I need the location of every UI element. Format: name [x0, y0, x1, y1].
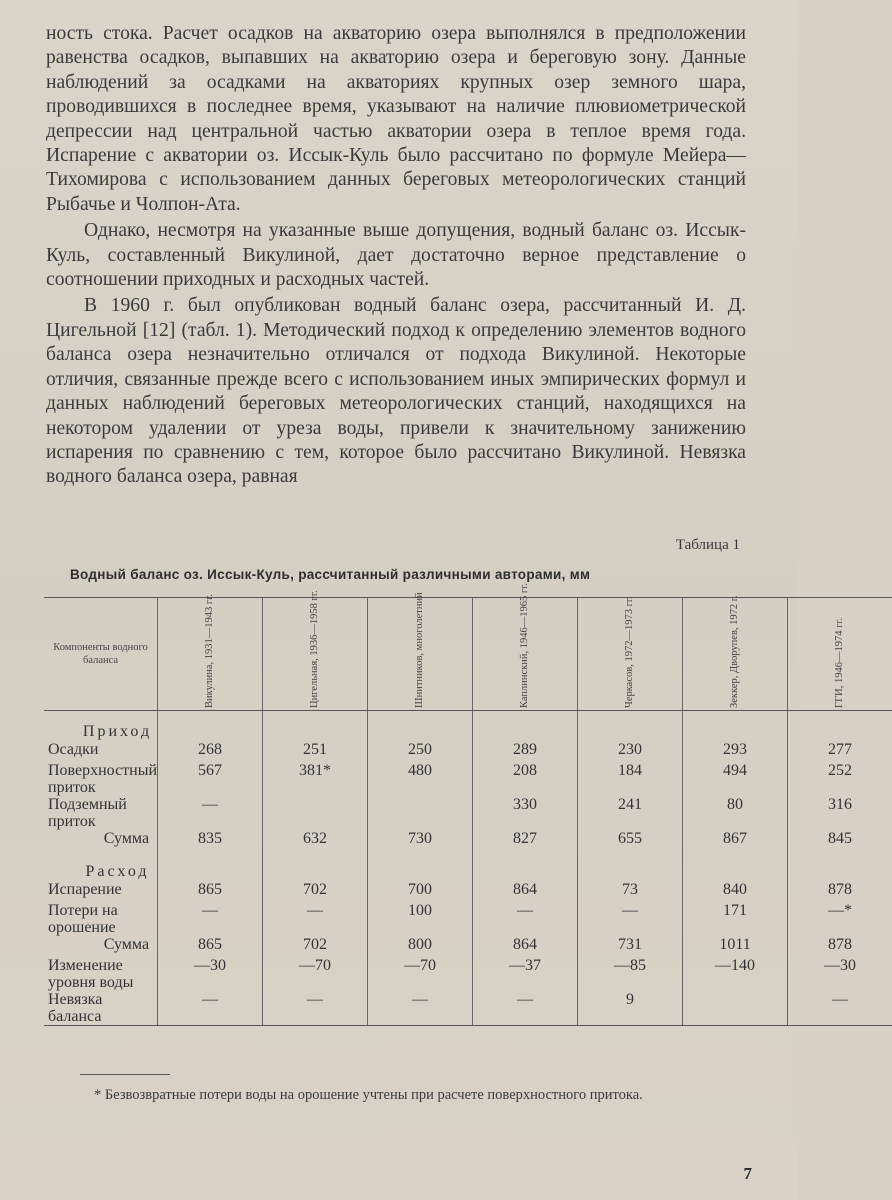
table-cell: 252 [788, 762, 892, 796]
table-cell: 632 [263, 830, 368, 851]
table-title: Водный баланс оз. Иссык-Куль, рассчитанный различными авторами, мм [70, 567, 591, 582]
row-label: Поверхностный приток [48, 762, 158, 796]
footnote-divider [80, 1074, 170, 1075]
table-cell: 230 [578, 741, 683, 762]
table-cell: 250 [368, 741, 473, 762]
table-cell: 171 [683, 902, 788, 936]
row-label: Сумма [103, 830, 150, 847]
table-cell: — [788, 991, 892, 1026]
component-header: Компоненты водного баланса [44, 598, 158, 711]
table-cell: 878 [788, 881, 892, 902]
row-label: Изменение уровня воды [48, 957, 134, 991]
table-cell: 316 [788, 796, 892, 830]
table-cell: 480 [368, 762, 473, 796]
table-header-row [44, 598, 892, 711]
table-cell: 702 [263, 881, 368, 902]
table-label: Таблица 1 [675, 537, 740, 553]
table-cell: 289 [473, 741, 578, 762]
paragraph-1: ность стока. Расчет осадков на акваторию озера выполнялся в предположении равенства осадков, выпавших на акваторию озера и береговую зону. Данные наблюдений за осадками на акваториях крупных озер земного шара, проводившихся в последнее время, указывают на наличие плювиометрической депрессии над центральной частью акватории озера в теплое время года. Испарение с акватории оз. Иссык-Куль было рассчитано по формуле Мейера—Тихомирова с использованием данных береговых метеорологических станций Рыбачье и Чолпон-Ата. [46, 23, 746, 215]
table-row [44, 991, 892, 1026]
row-label: Испарение [48, 881, 122, 898]
table-row [44, 957, 892, 991]
table-cell: —70 [368, 957, 473, 991]
table-cell: 208 [473, 762, 578, 796]
paragraph-2: Однако, несмотря на указанные выше допущения, водный баланс оз. Иссык-Куль, составленный Викулиной, дает достаточно верное представление о соотношении приходных и расходных частей. [46, 220, 746, 291]
table-cell: 730 [368, 830, 473, 851]
table-cell: 827 [473, 830, 578, 851]
column-header: Каплинский, 1946—1965 гг. [473, 598, 578, 711]
table-cell: — [368, 991, 473, 1026]
table-cell: 80 [683, 796, 788, 830]
table-cell: —37 [473, 957, 578, 991]
table-cell: 864 [473, 936, 578, 957]
table-cell: 835 [158, 830, 263, 851]
table-row-sum [44, 936, 892, 957]
table-cell: 494 [683, 762, 788, 796]
table-cell: 800 [368, 936, 473, 957]
row-label: Сумма [103, 936, 150, 953]
table-row [44, 741, 892, 762]
table-cell: 864 [473, 881, 578, 902]
table-cell: 268 [158, 741, 263, 762]
column-header: Викулина, 1931—1943 гг. [158, 598, 263, 711]
column-header: Шнитников, многолетний [368, 598, 473, 711]
table-cell: 865 [158, 936, 263, 957]
table-cell: 241 [578, 796, 683, 830]
column-header: Цигельная, 1936—1958 гг. [263, 598, 368, 711]
table-cell: —* [788, 902, 892, 936]
table-cell: —30 [158, 957, 263, 991]
table-cell: —70 [263, 957, 368, 991]
table-cell [368, 796, 473, 830]
footnote: * Безвозвратные потери воды на орошение учтены при расчете поверхностного притока. [94, 1087, 643, 1103]
column-header: Зеккер, Дворупев, 1972 г. [683, 598, 788, 711]
table-cell: 865 [158, 881, 263, 902]
table-cell [263, 796, 368, 830]
table-cell: 655 [578, 830, 683, 851]
table-cell: —30 [788, 957, 892, 991]
section-row-income [44, 711, 892, 742]
table-cell: — [578, 902, 683, 936]
table-cell: — [473, 991, 578, 1026]
section-label: Расход [85, 863, 150, 880]
table-cell: — [158, 991, 263, 1026]
row-label: Невязка баланса [44, 991, 158, 1026]
table-cell: 100 [368, 902, 473, 936]
table-cell: 1011 [683, 936, 788, 957]
row-label: Осадки [48, 741, 99, 758]
table-row [44, 796, 892, 830]
column-header: Черкасов, 1972—1973 гг. [578, 598, 683, 711]
table-cell: 277 [788, 741, 892, 762]
row-label: Подземный приток [48, 796, 127, 830]
table-cell: 184 [578, 762, 683, 796]
table-cell: 251 [263, 741, 368, 762]
section-row-expense [44, 851, 892, 881]
table-cell: 9 [578, 991, 683, 1026]
table-row-sum [44, 830, 892, 851]
table-cell: —140 [683, 957, 788, 991]
table-cell: — [263, 902, 368, 936]
table-cell: 330 [473, 796, 578, 830]
table-cell: 840 [683, 881, 788, 902]
body-text [46, 22, 746, 490]
table-cell: 845 [788, 830, 892, 851]
table-cell: 878 [788, 936, 892, 957]
table-cell: 867 [683, 830, 788, 851]
table-cell: —85 [578, 957, 683, 991]
table-cell: 567 [158, 762, 263, 796]
table-cell: 700 [368, 881, 473, 902]
table-cell [683, 991, 788, 1026]
table-row [44, 881, 892, 902]
table-cell: 731 [578, 936, 683, 957]
table-cell: 73 [578, 881, 683, 902]
table-row [44, 902, 892, 936]
table-cell: 293 [683, 741, 788, 762]
table-cell: 702 [263, 936, 368, 957]
paragraph-3: В 1960 г. был опубликован водный баланс озера, рассчитанный И. Д. Цигельной [12] (табл. 1). Методический подход к определению элементов водного баланса озера незначительно отличался от подхода Викулиной. Некоторые отличия, связанные прежде всего с использованием иных эмпирических формул и данных наблюдений береговых метеорологических станций, находящихся на некотором удалении от уреза воды, привели к значительному занижению испарения по сравнению с тем, которое было рассчитано Викулиной. Невязка водного баланса озера, равная [46, 295, 746, 488]
table-cell: — [158, 796, 263, 830]
table-cell: — [158, 902, 263, 936]
page-number: 7 [743, 1164, 752, 1183]
column-header: ГГИ, 1946—1974 гг. [788, 598, 892, 711]
table-cell: — [263, 991, 368, 1026]
section-label: Приход [82, 723, 153, 740]
row-label: Потери на орошение [48, 902, 118, 936]
water-balance-table [44, 583, 892, 1026]
table-cell: 381* [263, 762, 368, 796]
table-row [44, 762, 892, 796]
table-cell: — [473, 902, 578, 936]
